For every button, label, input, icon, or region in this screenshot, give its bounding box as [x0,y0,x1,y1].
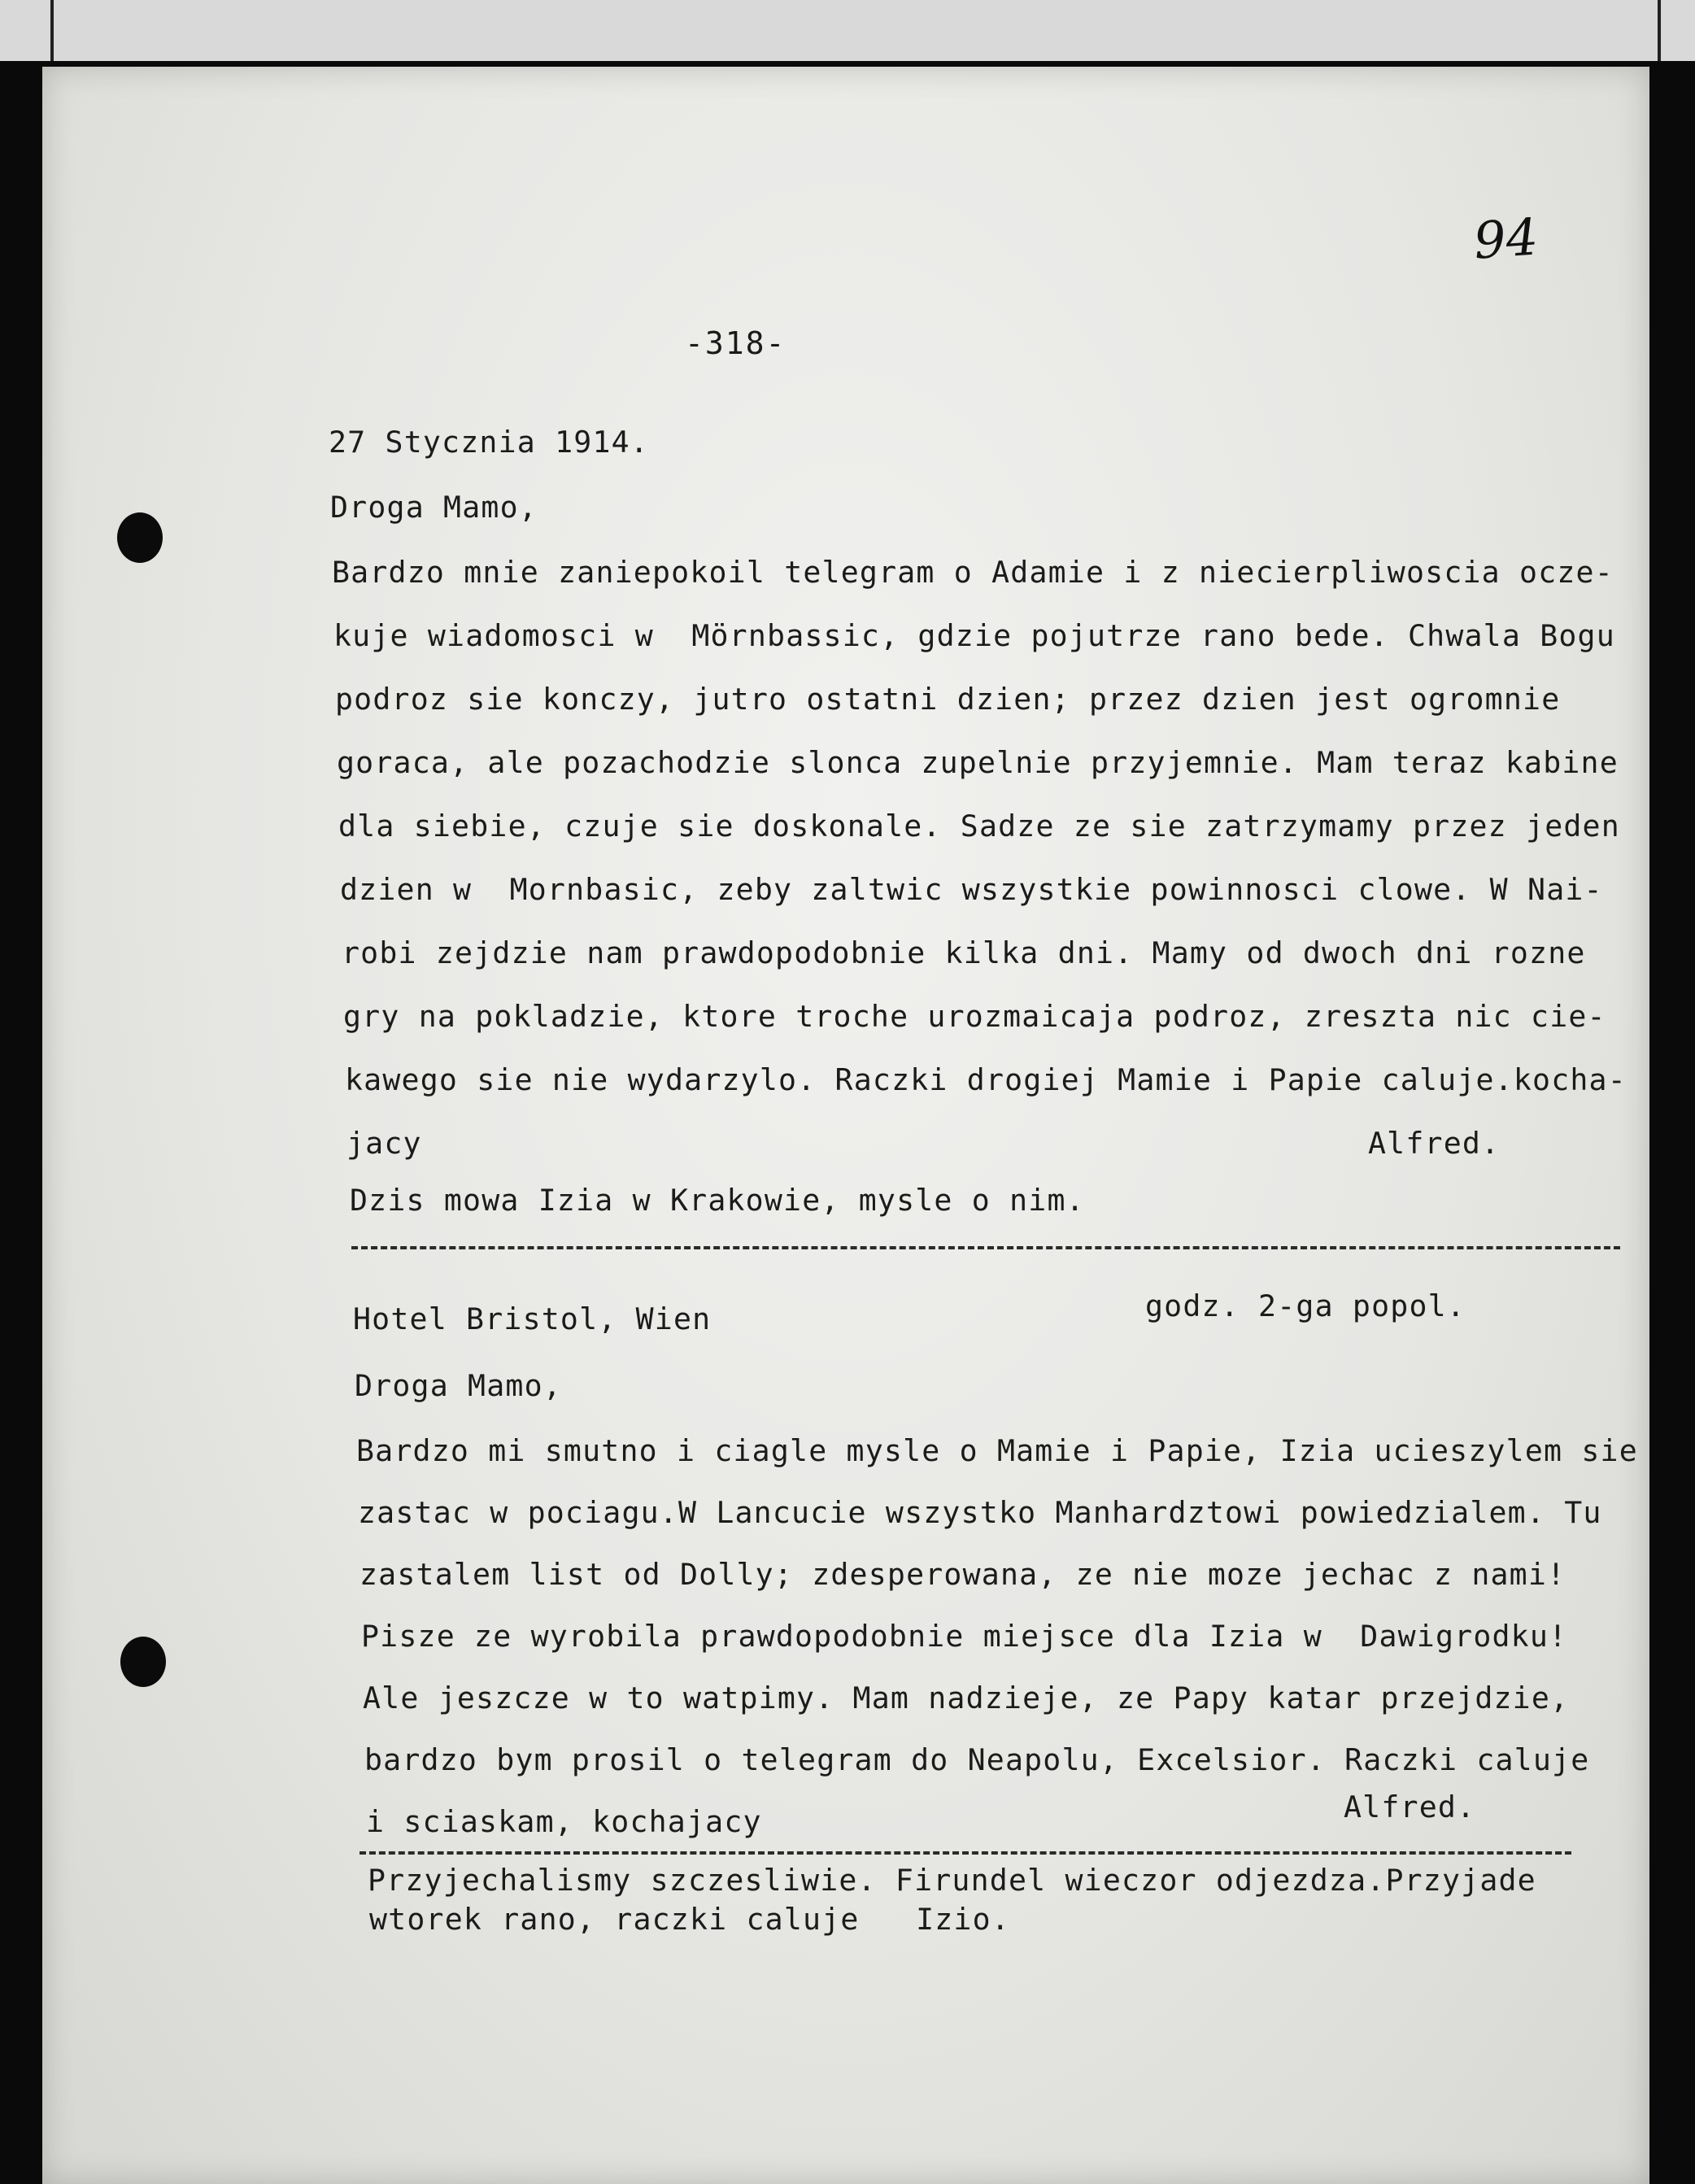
letter2-line: bardzo bym prosil o telegram do Neapolu, Excelsior. Raczki caluje [364,1742,1590,1777]
punch-hole [117,512,163,563]
letter2-line: Bardzo mi smutno i ciagle mysle o Mamie i Papie, Izia ucieszylem sie [356,1433,1638,1468]
film-tick [1658,0,1661,61]
letter2-line: zastalem list od Dolly; zdesperowana, ze nie moze jechac z nami! [359,1557,1566,1592]
letter1-line: dzien w Mornbasic, zeby zaltwic wszystkie powinnosci clowe. W Nai- [340,872,1603,907]
letter1-line: kuje wiadomosci w Mörnbassic, gdzie pojutrze rano bede. Chwala Bogu [333,618,1615,653]
letter1-signature: Alfred. [1368,1126,1501,1161]
document-page [42,67,1649,2184]
film-top-strip [0,0,1695,61]
letter1-line: robi zejdzie nam prawdopodobnie kilka dni. Mamy od dwoch dni rozne [342,935,1586,970]
letter1-line: Bardzo mnie zaniepokoil telegram o Adamie i z niecierpliwoscia ocze- [332,555,1614,590]
letter2-line: zastac w pociagu.W Lancucie wszystko Manhardztowi powiedzialem. Tu [358,1495,1602,1530]
film-tick [50,0,54,61]
letter2-place: Hotel Bristol, Wien [353,1301,712,1336]
letter1-line: kawego sie nie wydarzylo. Raczki drogiej Mamie i Papie caluje.kocha- [345,1062,1627,1097]
letter1-line: goraca, ale pozachodzie slonca zupelnie przyjemnie. Mam teraz kabine [337,745,1619,780]
letter1-line: dla siebie, czuje sie doskonale. Sadze ze sie zatrzymamy przez jeden [338,809,1620,844]
letter1-salutation: Droga Mamo, [330,490,538,525]
note-line: Przyjechalismy szczesliwie. Firundel wieczor odjezdza.Przyjade [368,1863,1536,1898]
punch-hole [120,1637,166,1687]
letter1-line: gry na pokladzie, ktore troche urozmaicaja podroz, zreszta nic cie- [343,999,1606,1034]
letter1-postscript: Dzis mowa Izia w Krakowie, mysle o nim. [350,1183,1085,1218]
letter1-line: jacy [346,1126,422,1161]
letter2-line: Ale jeszcze w to watpimy. Mam nadzieje, ze Papy katar przejdzie, [363,1681,1570,1715]
letter2-salutation: Droga Mamo, [355,1368,562,1403]
letter2-signature: Alfred. [1344,1789,1476,1824]
letter2-line: Pisze ze wyrobila prawdopodobnie miejsce dla Izia w Dawigrodku! [361,1619,1568,1654]
letter2-time: godz. 2-ga popol. [1145,1288,1466,1323]
dashed-divider [359,1851,1571,1855]
letter1-date: 27 Stycznia 1914. [329,425,649,460]
note-line: wtorek rano, raczki caluje Izio. [369,1902,1010,1937]
handwritten-page-number: 94 [1471,207,1540,271]
letter2-line: i sciaskam, kochajacy [366,1804,762,1839]
folio-number: -318- [685,325,786,361]
dashed-divider [351,1246,1620,1249]
letter1-line: podroz sie konczy, jutro ostatni dzien; przez dzien jest ogromnie [335,682,1561,717]
